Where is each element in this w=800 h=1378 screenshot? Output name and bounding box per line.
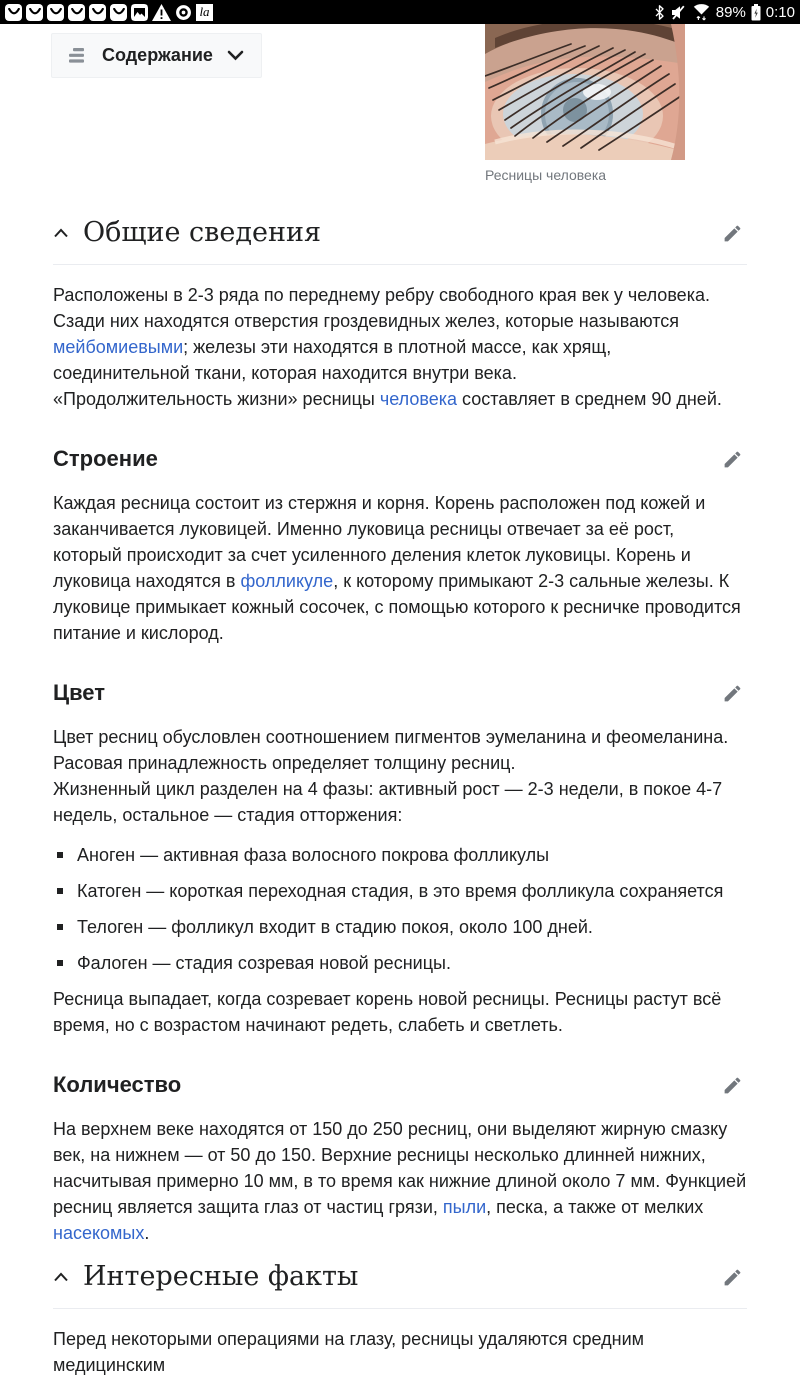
latex-app-icon: la: [196, 4, 213, 21]
list-item: Фалоген — стадия созревая новой ресницы.: [77, 950, 747, 976]
paragraph: Цвет ресниц обусловлен соотношением пигментов эумеланина и феомеланина. Расовая принадлежность определяет толщину ресниц.: [53, 727, 729, 773]
system-status-icons: [654, 4, 795, 21]
article-header-area: [0, 24, 800, 202]
wiki-link[interactable]: фолликуле: [240, 571, 334, 591]
browser-icon: [175, 4, 192, 21]
eyelash-photo[interactable]: [485, 24, 685, 160]
edit-pencil-button[interactable]: [718, 683, 747, 704]
app-notification-icon: [26, 4, 43, 21]
pencil-icon: [722, 1267, 743, 1288]
app-notification-icon: [110, 4, 127, 21]
wiki-link[interactable]: насекомых: [53, 1223, 145, 1243]
article-section: [53, 445, 747, 646]
article-section: [53, 679, 747, 1038]
section-header: [53, 1260, 747, 1309]
app-notification-icon: [47, 4, 64, 21]
section-header: [53, 679, 747, 707]
paragraph: Жизненный цикл разделен на 4 фазы: активный рост — 2-3 недели, в покое 4-7 недель, остальное — стадия отторжения:: [53, 779, 723, 825]
list-item: Катоген — короткая переходная стадия, в это время фолликула сохраняется: [77, 878, 747, 904]
article-section: [53, 1071, 747, 1246]
pencil-icon: [722, 1075, 743, 1096]
section-title[interactable]: Общие сведения: [83, 217, 321, 248]
paragraph: «Продолжительность жизни» ресницы человека составляет в среднем 90 дней.: [53, 389, 722, 409]
section-title: Цвет: [53, 680, 106, 705]
warning-icon: [152, 4, 171, 21]
toc-button[interactable]: [51, 33, 262, 78]
battery-percent: 89%: [715, 3, 746, 21]
status-bar: [0, 0, 800, 24]
chevron-down-icon: [227, 50, 244, 61]
section-header: [53, 216, 747, 265]
paragraph: На верхнем веке находятся от 150 до 250 ресниц, они выделяют жирную смазку век, на нижнем — от 50 до 150. Верхние ресницы несколько длинней нижних, насчитывая примерно 10 мм, в то время как нижние длиной около 7 мм. Функцией ресниц является защита глаз от частиц грязи, пыли, песка, а также от мелких насекомых.: [53, 1119, 747, 1243]
section-title: Строение: [53, 446, 158, 471]
article-section: [53, 216, 747, 412]
pencil-icon: [722, 223, 743, 244]
section-title: Количество: [53, 1072, 182, 1097]
collapse-caret-icon[interactable]: [53, 228, 69, 238]
wifi-icon: [692, 4, 711, 21]
image-icon: [131, 4, 148, 21]
wiki-link[interactable]: мейбомиевыми: [53, 337, 184, 357]
paragraph: Ресница выпадает, когда созревает корень новой ресницы. Ресницы растут всё время, но с возрастом начинают редеть, слабеть и светлеть.: [53, 989, 722, 1035]
article-thumbnail: [485, 24, 685, 183]
toc-list-icon: [69, 47, 88, 64]
pencil-icon: [722, 449, 743, 470]
section-title[interactable]: Интересные факты: [83, 1261, 359, 1292]
notification-icons: [5, 4, 213, 21]
toc-button-label: Содержание: [102, 45, 213, 65]
list-item: Телоген — фолликул входит в стадию покоя, около 100 дней.: [77, 914, 747, 940]
wiki-link[interactable]: человека: [379, 389, 457, 409]
article-section: [53, 1260, 747, 1378]
volume-muted-icon: [670, 4, 687, 21]
clock: 0:10: [765, 3, 795, 21]
bluetooth-icon: [654, 4, 665, 21]
list-item: Аноген — активная фаза волосного покрова фолликулы: [77, 842, 747, 868]
app-notification-icon: [5, 4, 22, 21]
section-header: [53, 445, 747, 473]
wiki-link[interactable]: пыли: [442, 1197, 487, 1217]
paragraph: Расположены в 2-3 ряда по переднему ребру свободного края век у человека. Сзади них находятся отверстия гроздевидных желез, которые называются мейбомиевыми; железы эти находятся в плотной массе, как хрящ, соединительной ткани, которая находится внутри века.: [53, 285, 710, 383]
edit-pencil-button[interactable]: [718, 1075, 747, 1096]
thumbnail-caption: Ресницы человека: [485, 167, 607, 183]
edit-pencil-button[interactable]: [718, 223, 747, 244]
app-notification-icon: [89, 4, 106, 21]
bullet-list: [53, 842, 747, 976]
paragraph: Перед некоторыми операциями на глазу, ресницы удаляются средним медицинским: [53, 1329, 644, 1375]
collapse-caret-icon[interactable]: [53, 1272, 69, 1282]
section-header: [53, 1071, 747, 1099]
battery-charging-icon: [751, 4, 761, 21]
edit-pencil-button[interactable]: [718, 1267, 747, 1288]
article-body: [0, 216, 800, 1378]
app-notification-icon: [68, 4, 85, 21]
edit-pencil-button[interactable]: [718, 449, 747, 470]
pencil-icon: [722, 683, 743, 704]
paragraph: Каждая ресница состоит из стержня и корня. Корень расположен под кожей и заканчивается луковицей. Именно луковица ресницы отвечает за её рост, который происходит за счет усиленного деления клеток луковицы. Корень и луковица находятся в фолликуле, к которому примыкают 2-3 сальные железы. К луковице примыкает кожный сосочек, с помощью которого к ресничке проводится питание и кислород.: [53, 493, 741, 643]
